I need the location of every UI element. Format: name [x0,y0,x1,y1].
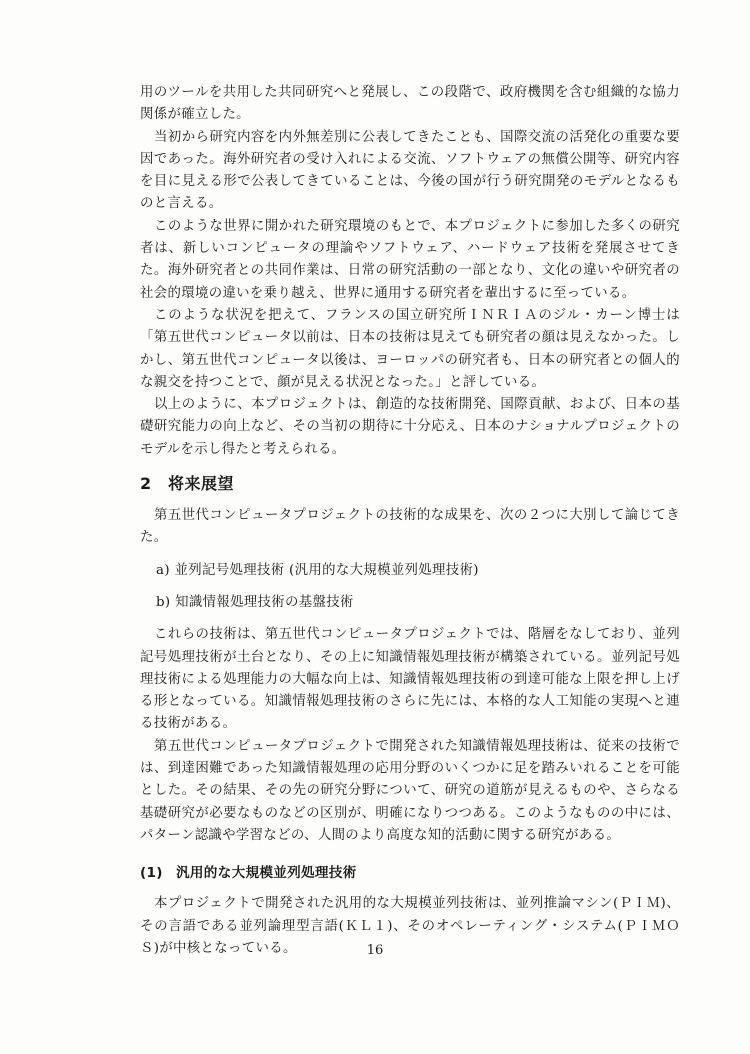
paragraph: 当初から研究内容を内外無差別に公表してきたことも、国際交流の活発化の重要な要因であった。海外研究者の受け入れによる交流、ソフトウェアの無償公開等、研究内容を目に見える形で公表してきていることは、今後の国が行う研究開発のモデルとなるものと言える。 [140,129,680,212]
subsection-title: 汎用的な大規模並列処理技術 [176,865,357,882]
paragraph: これらの技術は、第五世代コンピュータプロジェクトでは、階層をなしており、並列記号処理技術が土台となり、その上に知識情報処理技術が構築されている。並列記号処理技術による処理能力の大幅な向上は、知識情報処理技術の到達可能な上限を押し上げる形となっている。知識情報処理技術のさらに先には、本格的な人工知能の実現へと連る技術がある。 [140,627,680,732]
paragraph: 用のツールを共用した共同研究へと発展し、この段階で、政府機関を含む組織的な協力関係が確立した。 [140,85,680,123]
document-body [140,82,680,960]
section-heading [140,469,680,499]
paragraph: このような世界に開かれた研究環境のもとで、本プロジェクトに参加した多くの研究者は、新しいコンピュータの理論やソフトウェア、ハードウェア技術を発展させてきた。海外研究者との共同作業は、日常の研究活動の一部となり、文化の違いや研究者の社会的環境の違いを乗り越え、世界に通用する研究者を輩出するに至っている。 [140,218,680,301]
paragraph: このような状況を把えて、フランスの国立研究所ＩＮＲＩＡのジル・カーン博士は「第五世代コンピュータ以前は、日本の技術は見えても研究者の顔は見えなかった。しかし、第五世代コンピュータ以後は、ヨーロッパの研究者も、日本の研究者との個人的な親交を持つことで、顔が見える状況となった。」と評している。 [140,307,680,390]
section-title: 将来展望 [168,474,235,494]
list-item-text: 知識情報処理技術の基盤技術 [175,594,354,610]
page-number: 16 [366,943,384,958]
list-item [156,560,680,582]
list-item-label: a) [156,562,170,578]
list-item [156,592,680,614]
list-item-text: 並列記号処理技術 (汎用的な大規模並列処理技術) [174,562,479,578]
paragraph: 本プロジェクトで開発された汎用的な大規模並列技術は、並列推論マシン(ＰＩＭ)、その言語である並列論理型言語(ＫＬ１)、そのオペレーティング・システム(ＰＩＭＯＳ)が中核となっている。 [140,896,680,956]
paragraph: 以上のように、本プロジェクトは、創造的な技術開発、国際貢献、および、日本の基礎研究能力の向上など、その当初の期待に十分応え、日本のナショナルプロジェクトのモデルを示し得たと考えられる。 [140,397,680,457]
paragraph: 第五世代コンピュータプロジェクトで開発された知識情報処理技術は、従来の技術では、到達困難であった知識情報処理の応用分野のいくつかに足を踏みいれることを可能とした。その結果、その先の研究分野について、研究の道筋が見えるものや、さらなる基礎研究が必要なものなどの区別が、明確になりつつある。このようなものの中には、パターン認識や学習などの、人間のより高度な知的活動に関する研究がある。 [140,738,680,843]
subsection-number: (1) [140,865,163,882]
subsection-heading [140,861,680,885]
section-intro: 第五世代コンピュータプロジェクトの技術的な成果を、次の２つに大別して論じてきた。 [140,508,680,546]
list-item-label: b) [156,594,171,610]
section-number: 2 [140,474,152,494]
